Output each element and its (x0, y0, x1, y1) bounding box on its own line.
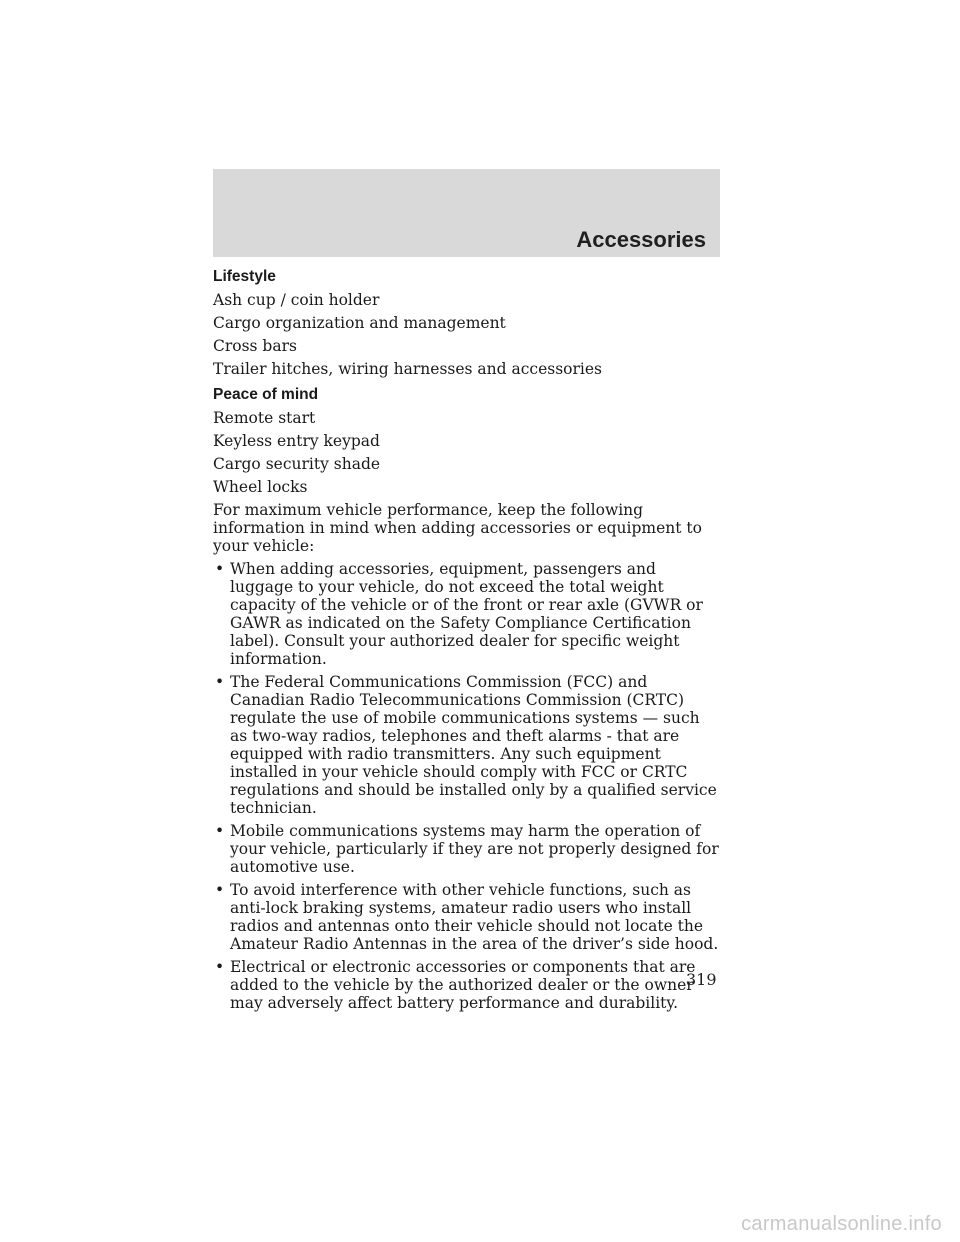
bullet-list (213, 560, 720, 1012)
bullet-text: When adding accessories, equipment, passengers and luggage to your vehicle, do not exceed the total weight capacity of the vehicle or of the front or rear axle (GVWR or GAWR as indicated on the Safety Compliance Certification label). Consult your authorized dealer for specific weight information. (230, 560, 703, 668)
page-number: 319 (686, 970, 717, 989)
section-heading-lifestyle: Lifestyle (213, 268, 276, 285)
bullet-text: Mobile communications systems may harm the operation of your vehicle, particularly if they are not properly designed for automotive use. (230, 822, 719, 876)
section-title: Accessories (576, 227, 706, 252)
bullet-icon: • (215, 822, 225, 840)
watermark-link[interactable]: carmanualsonline.info (741, 1213, 942, 1235)
section-heading-peace-of-mind: Peace of mind (213, 386, 319, 403)
list-item: Keyless entry keypad (213, 432, 380, 450)
bullet-icon: • (215, 673, 225, 691)
bullet-icon: • (215, 560, 225, 578)
bullet-icon: • (215, 881, 225, 899)
bullet-item (213, 881, 720, 953)
section-header-band (213, 169, 720, 257)
intro-paragraph: For maximum vehicle performance, keep the following information in mind when adding accessories or equipment to your vehicle: (213, 501, 702, 555)
bullet-icon: • (215, 958, 225, 976)
page-content (213, 268, 720, 1017)
bullet-item (213, 822, 720, 876)
list-item: Cargo organization and management (213, 314, 506, 332)
bullet-item (213, 560, 720, 668)
list-item: Remote start (213, 409, 316, 427)
list-item: Wheel locks (213, 478, 308, 496)
bullet-item (213, 958, 720, 1012)
bullet-text: To avoid interference with other vehicle functions, such as anti-lock braking systems, amateur radio users who install radios and antennas onto their vehicle should not locate the Amateur Radio Antennas in the area of the driver’s side hood. (230, 881, 719, 953)
list-item: Ash cup / coin holder (213, 291, 380, 309)
bullet-text: The Federal Communications Commission (FCC) and Canadian Radio Telecommunications Commission (CRTC) regulate the use of mobile communications systems — such as two-way radios, telephones and theft alarms - that are equipped with radio transmitters. Any such equipment installed in your vehicle should comply with FCC or CRTC regulations and should be installed only by a qualified service technician. (230, 673, 717, 817)
list-item: Cross bars (213, 337, 297, 355)
bullet-text: Electrical or electronic accessories or components that are added to the vehicle by the authorized dealer or the owner may adversely affect battery performance and durability. (230, 958, 696, 1012)
bullet-item (213, 673, 720, 817)
list-item: Trailer hitches, wiring harnesses and accessories (213, 360, 602, 378)
list-item: Cargo security shade (213, 455, 381, 473)
